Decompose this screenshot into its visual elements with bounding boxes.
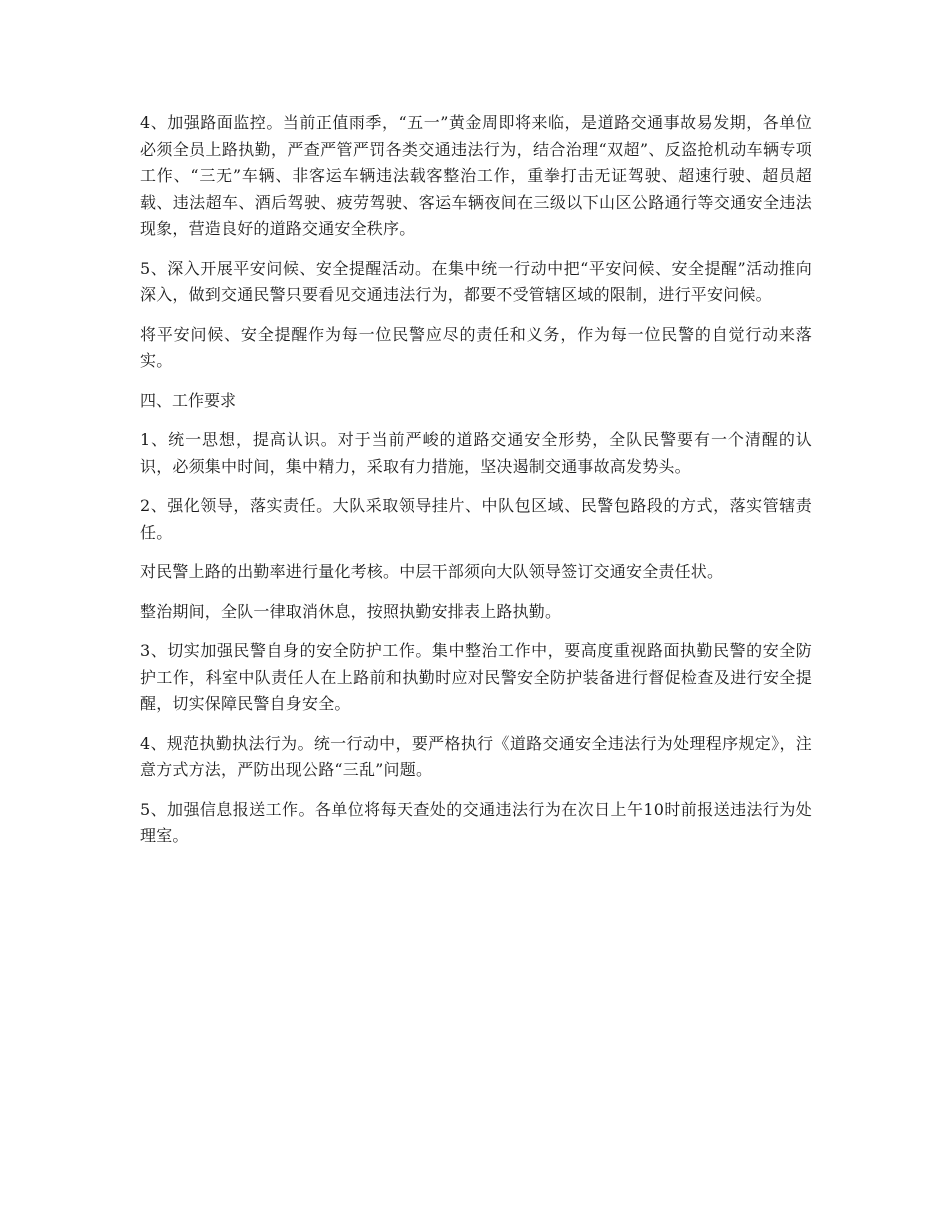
paragraph-duty-responsibility: 将平安问候、安全提醒作为每一位民警应尽的责任和义务，作为每一位民警的自觉行动来落实。 xyxy=(140,324,812,370)
section-heading-work-requirements: 四、工作要求 xyxy=(140,390,237,410)
paragraph-safety-greeting: 5、深入开展平安问候、安全提醒活动。在集中统一行动中把“平安问候、安全提醒”活动推向深入，做到交通民警只要看见交通违法行为，都要不受管辖区域的限制，进行平安问候。 xyxy=(140,258,812,304)
paragraph-cancel-leave: 整治期间，全队一律取消休息，按照执勤安排表上路执勤。 xyxy=(140,601,562,621)
paragraph-law-enforcement-conduct: 4、规范执勤执法行为。统一行动中，要严格执行《道路交通安全违法行为处理程序规定》，注意方式方法，严防出现公路“三乱”问题。 xyxy=(140,733,812,779)
document-page xyxy=(140,110,812,863)
paragraph-officer-protection: 3、切实加强民警自身的安全防护工作。集中整治工作中，要高度重视路面执勤民警的安全防护工作，科室中队责任人在上路前和执勤时应对民警安全防护装备进行督促检查及进行安全提醒，切实保障民警自身安全。 xyxy=(140,641,812,713)
paragraph-information-reporting: 5、加强信息报送工作。各单位将每天查处的交通违法行为在次日上午10时前报送违法行为处理室。 xyxy=(140,799,812,845)
paragraph-strengthen-leadership: 2、强化领导，落实责任。大队采取领导挂片、中队包区域、民警包路段的方式，落实管辖责任。 xyxy=(140,496,812,542)
paragraph-road-monitoring: 4、加强路面监控。当前正值雨季，“五一”黄金周即将来临，是道路交通事故易发期，各单位必须全员上路执勤，严查严管严罚各类交通违法行为，结合治理“双超”、反盗抢机动车辆专项工作、“三无”车辆、非客运车辆违法载客整治工作，重拳打击无证驾驶、超速行驶、超员超载、违法超车、酒后驾驶、疲劳驾驶、客运车辆夜间在三级以下山区公路通行等交通安全违法现象，营造良好的道路交通安全秩序。 xyxy=(140,113,812,238)
paragraph-unify-thinking: 1、统一思想，提高认识。对于当前严峻的道路交通安全形势，全队民警要有一个清醒的认识，必须集中时间，集中精力，采取有力措施，坚决遏制交通事故高发势头。 xyxy=(140,430,812,476)
paragraph-attendance-assessment: 对民警上路的出勤率进行量化考核。中层干部须向大队领导签订交通安全责任状。 xyxy=(140,562,724,581)
